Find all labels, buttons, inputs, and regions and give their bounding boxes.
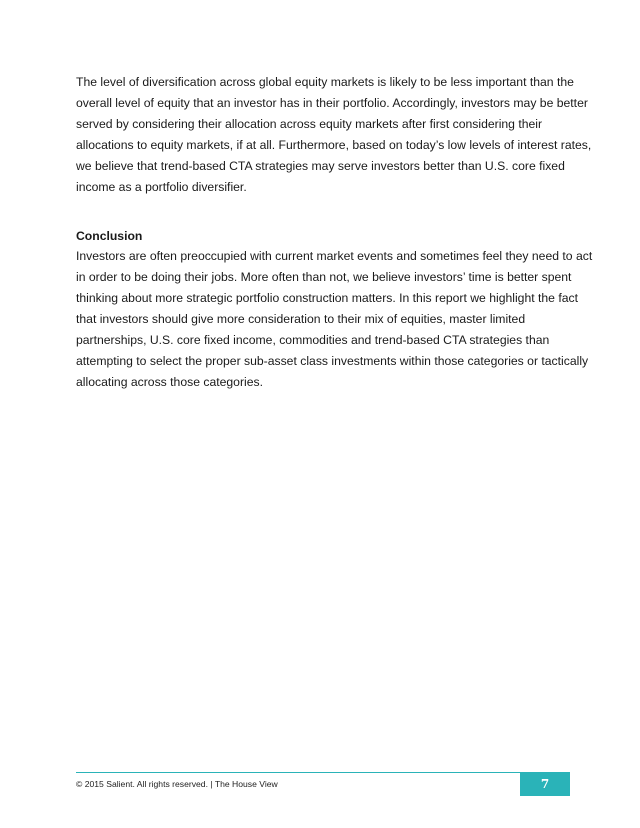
text-line: thinking about more strategic portfolio construction matters. In this report we highlight the fact	[76, 291, 578, 305]
text-line: in order to be doing their jobs. More often than not, we believe investors’ time is better spent	[76, 270, 572, 284]
text-line: allocations to equity markets, if at all. Furthermore, based on today’s low levels of interest rates,	[76, 138, 592, 152]
paragraph-diversification	[76, 72, 592, 198]
text-line: income as a portfolio diversifier.	[76, 180, 247, 194]
conclusion-heading: Conclusion	[76, 229, 143, 243]
footer-copyright: © 2015 Salient. All rights reserved. | The House View	[76, 779, 278, 789]
text-line: The level of diversification across global equity markets is likely to be less important than the	[76, 75, 574, 89]
text-line: partnerships, U.S. core fixed income, commodities and trend-based CTA strategies than	[76, 333, 550, 347]
document-body	[76, 72, 593, 393]
text-line: attempting to select the proper sub-asset class investments within those categories or tactically	[76, 354, 589, 368]
text-line: served by considering their allocation across equity markets after first considering their	[76, 117, 543, 131]
paragraph-conclusion	[76, 246, 593, 393]
text-line: allocating across those categories.	[76, 375, 263, 389]
text-line: we believe that trend-based CTA strategies may serve investors better than U.S. core fixed	[76, 159, 565, 173]
text-line: overall level of equity that an investor has in their portfolio. Accordingly, investors may be better	[76, 96, 588, 110]
text-line: Investors are often preoccupied with current market events and sometimes feel they need to act	[76, 249, 593, 263]
footer-divider	[76, 772, 570, 773]
page-number-badge: 7	[520, 772, 570, 796]
text-line: that investors should give more consideration to their mix of equities, master limited	[76, 312, 526, 326]
